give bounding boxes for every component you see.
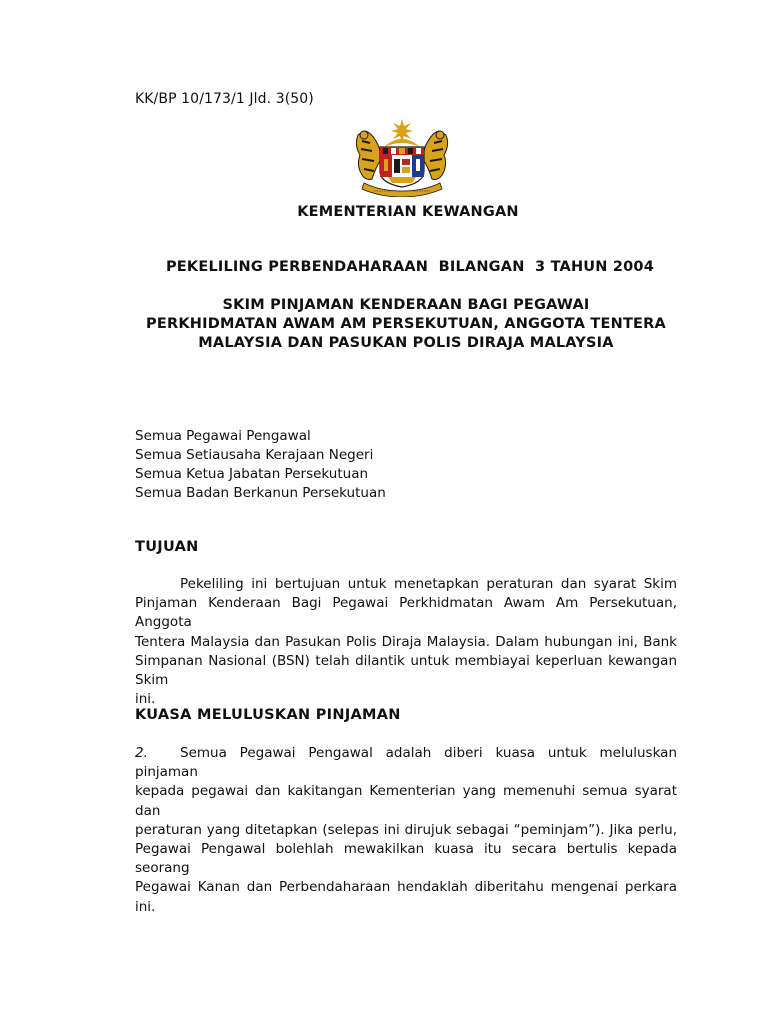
crest-left-tiger: [356, 131, 380, 180]
section-heading-kuasa: KUASA MELULUSKAN PINJAMAN: [135, 707, 401, 723]
title-line: MALAYSIA DAN PASUKAN POLIS DIRAJA MALAYSIA: [198, 335, 614, 351]
paragraph-line: Pegawai Kanan dan Perbendaharaan hendaklah diberitahu mengenai perkara ini.: [135, 879, 677, 915]
recipients-list: [135, 427, 386, 503]
title-line: SKIM PINJAMAN KENDERAAN BAGI PEGAWAI: [222, 297, 590, 313]
paragraph-line: Tentera Malaysia dan Pasukan Polis Diraja Malaysia. Dalam hubungan ini, Bank: [135, 633, 677, 650]
section-paragraph-tujuan: [135, 575, 677, 709]
circular-number: PEKELILING PERBENDAHARAAN BILANGAN 3 TAHUN 2004: [165, 259, 655, 275]
recipient-item: Semua Badan Berkanun Persekutuan: [135, 485, 386, 501]
recipient-item: Semua Ketua Jabatan Persekutuan: [135, 466, 369, 482]
section-paragraph-kuasa: [135, 744, 677, 917]
crest-right-tiger: [424, 131, 448, 180]
paragraph-line: peraturan yang ditetapkan (selepas ini dirujuk sebagai “peminjam”). Jika perlu,: [135, 821, 677, 838]
crest-crescent: [384, 139, 420, 147]
reference-number: KK/BP 10/173/1 Jld. 3(50): [135, 91, 314, 107]
paragraph-line: Pekeliling ini bertujuan untuk menetapkan peraturan dan syarat Skim: [180, 576, 677, 592]
paragraph-number: 2.: [135, 745, 148, 761]
crest-shield: [380, 147, 424, 187]
paragraph-line: Pegawai Pengawal bolehlah mewakilkan kuasa itu secara bertulis kepada seorang: [135, 841, 677, 877]
paragraph-line: Simpanan Nasional (BSN) telah dilantik untuk membiayai keperluan kewangan Skim: [135, 652, 677, 689]
section-heading-tujuan: TUJUAN: [135, 539, 199, 555]
recipient-item: Semua Pegawai Pengawal: [135, 428, 311, 444]
paragraph-line: kepada pegawai dan kakitangan Kementerian yang memenuhi semua syarat dan: [135, 783, 677, 819]
paragraph-line: 2. Semua Pegawai Pengawal adalah diberi kuasa untuk meluluskan pinjaman: [135, 745, 677, 781]
paragraph-line: ini.: [135, 691, 156, 708]
malaysia-coat-of-arms-icon: [350, 117, 454, 197]
ministry-name: KEMENTERIAN KEWANGAN: [297, 204, 519, 220]
recipient-item: Semua Setiausaha Kerajaan Negeri: [135, 447, 374, 463]
title-line: PERKHIDMATAN AWAM AM PERSEKUTUAN, ANGGOTA TENTERA: [146, 316, 666, 332]
circular-title: [22, 296, 768, 353]
paragraph-line: Pinjaman Kenderaan Bagi Pegawai Perkhidmatan Awam Am Persekutuan, Anggota: [135, 595, 677, 631]
